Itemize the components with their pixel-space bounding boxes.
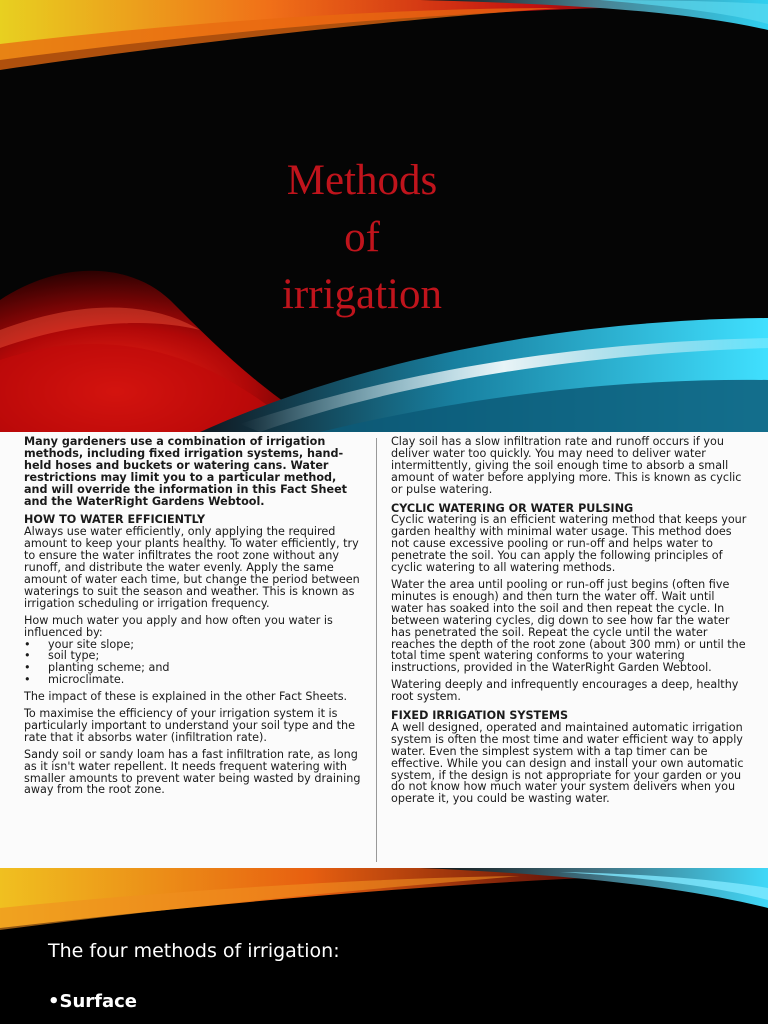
title-line-2: of (344, 214, 380, 261)
paragraph: Cyclic watering is an efficient watering method that keeps your garden healthy with minimal water usage. This method does not cause excessive pooling or run-off and helps water to penetrate the soil. You can apply the following principles of cyclic watering to all watering methods. (391, 513, 747, 575)
list-item: • soil type; (24, 650, 362, 662)
document-right-column (391, 436, 747, 810)
column-divider (376, 438, 377, 862)
paragraph: Clay soil has a slow infiltration rate and runoff occurs if you deliver water too quickly. You may need to deliver water intermittently, giving the soil enough time to absorb a small amount of water before applying more. This is known as cyclic or pulse watering. (391, 435, 742, 496)
influence-list (24, 639, 362, 687)
list-item: • planting scheme; and (24, 662, 362, 674)
paragraph: Water the area until pooling or run-off just begins (often five minutes is enough) and then turn the water off. Wait until water has soaked into the soil and then repeat the cycle. In between watering cycles, dig down to see how far the water has penetrated the soil. Repeat the cycle until the water reaches the depth of the root zone (about 300 mm) or until the total time spent watering conforms to your watering instructions, provided in the WaterRight Garden Webtool. (391, 577, 746, 675)
title-line-3: irrigation (281, 271, 442, 318)
heading-cyclic-watering: CYCLIC WATERING OR WATER PULSING (391, 501, 634, 515)
title-slide (0, 0, 768, 432)
slide-title (240, 152, 484, 323)
method-bullet-surface: •Surface (48, 991, 138, 1012)
heading-fixed-irrigation: FIXED IRRIGATION SYSTEMS (391, 709, 569, 723)
paragraph: A well designed, operated and maintained automatic irrigation system is often the most time and water efficient way to apply water. Even the simplest system with a tap timer can be effective. While you can design and install your own automatic system, if the design is not appropriate for your garden or you do not know how much water your system delivers when you operate it, you could be wasting water. (391, 720, 744, 806)
document-left-column (24, 436, 362, 801)
methods-subtitle: The four methods of irrigation: (48, 940, 340, 962)
paragraph: The impact of these is explained in the other Fact Sheets. (24, 690, 348, 704)
paragraph: Always use water efficiently, only applying the required amount to keep your plants healthy. To water efficiently, try to ensure the water infiltrates the root zone without any runoff, and distribute the water evenly. Apply the same amount of water each time, but change the period between waterings to suit the season and weather. This is known as irrigation scheduling or irrigation frequency. (24, 525, 360, 610)
intro-paragraph: Many gardeners use a combination of irrigation methods, including fixed irrigation systems, hand-held hoses and buckets or watering cans. Water restrictions may limit you to a particular method, and will override the information in this Fact Sheet and the WaterRight Gardens Webtool. (24, 435, 348, 508)
paragraph: How much water you apply and how often you water is influenced by: (24, 613, 333, 639)
paragraph: Watering deeply and infrequently encourages a deep, healthy root system. (391, 678, 739, 704)
list-item: • your site slope; (24, 639, 362, 651)
fact-sheet-document (0, 432, 768, 869)
methods-slide (0, 868, 768, 1024)
title-line-1: Methods (286, 157, 438, 204)
heading-how-to-water: HOW TO WATER EFFICIENTLY (24, 513, 206, 527)
list-item: • microclimate. (24, 674, 362, 686)
paragraph: Sandy soil or sandy loam has a fast infiltration rate, as long as it isn't water repellent. It needs frequent watering with smaller amounts to prevent water being wasted by draining away from the root zone. (24, 747, 361, 797)
paragraph: To maximise the efficiency of your irrigation system it is particularly important to understand your soil type and the rate that it absorbs water (infiltration rate). (24, 707, 356, 744)
